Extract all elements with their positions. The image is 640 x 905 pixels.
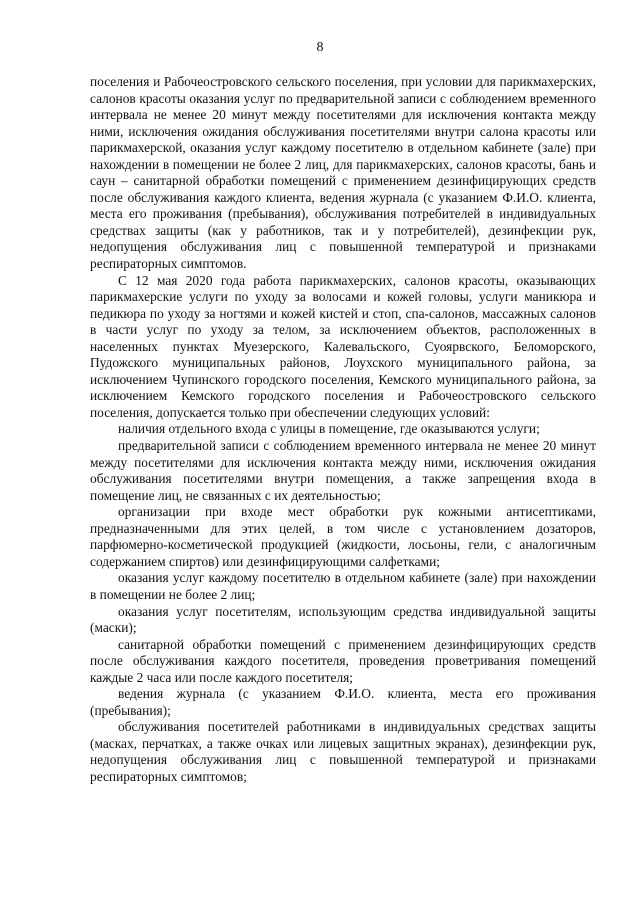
paragraph-6: оказания услуг каждому посетителю в отдельном кабинете (зале) при нахождении в помещении не более 2 лиц;: [90, 570, 596, 602]
paragraph-10: обслуживания посетителей работниками в индивидуальных средствах защиты (масках, перчатках, а также очках или лицевых защитных экранах), дезинфекции рук, недопущения обслуживания лиц с повышенной температурой и признаками респираторных симптомов;: [90, 719, 596, 784]
paragraph-4: предварительной записи с соблюдением временного интервала не менее 20 минут между посетителями для исключения контакта между ними, исключения ожидания обслуживания посетителями внутри помещения, а также запрещения входа в помещение лиц, не связанных с их деятельностью;: [90, 438, 596, 503]
document-body: [90, 74, 596, 786]
paragraph-2: С 12 мая 2020 года работа парикмахерских, салонов красоты, оказывающих парикмахерские услуги по уходу за волосами и кожей головы, услуги маникюра и педикюра по уходу за ногтями и кожей кистей и стоп, спа-салонов, массажных салонов в части услуг по уходу за телом, за исключением объектов, расположенных в населенных пунктах Муезерского, Калевальского, Суоярвского, Беломорского, Пудожского муниципальных районов, Лоухского муниципального района, за исключением Чупинского городского поселения, Кемского муниципального района, за исключением Кемского городского поселения и Рабочеостровского сельского поселения, допускается только при обеспечении следующих условий:: [90, 272, 596, 420]
paragraph-8: санитарной обработки помещений с применением дезинфицирующих средств после обслуживания каждого посетителя, проведения проветривания помещений каждые 2 часа или после каждого посетителя;: [90, 636, 596, 685]
paragraph-5: организации при входе мест обработки рук кожными антисептиками, предназначенными для этих целей, в том числе с установлением дозаторов, парфюмерно-косметической продукцией (жидкости, лосьоны, гели, с аналогичным содержанием спиртов) или дезинфицирующими салфетками;: [90, 504, 596, 569]
paragraph-9: ведения журнала (с указанием Ф.И.О. клиента, места его проживания (пребывания);: [90, 686, 596, 718]
paragraph-1: поселения и Рабочеостровского сельского поселения, при условии для парикмахерских, салонов красоты оказания услуг по предварительной записи с соблюдением временного интервала не менее 20 минут между посетителями для исключения контакта между ними, исключения ожидания обслуживания посетителями внутри салона красоты или парикмахерской, оказания услуг каждому посетителю в отдельном кабинете (зале) при нахождении в помещении не более 2 лиц, для парикмахерских, салонов красоты, бань и саун – санитарной обработки помещений с применением дезинфицирующих средств после обслуживания каждого клиента, ведения журнала (с указанием Ф.И.О. клиента, места его проживания (пребывания), обслуживания потребителей в индивидуальных средствах защиты (как у работников, так и у потребителей), дезинфекции рук, недопущения обслуживания лиц с повышенной температурой и признаками респираторных симптомов.: [90, 74, 596, 272]
page-number: 8: [316, 40, 324, 55]
paragraph-3: наличия отдельного входа с улицы в помещение, где оказываются услуги;: [118, 421, 540, 437]
paragraph-7: оказания услуг посетителям, использующим средства индивидуальной защиты (маски);: [90, 603, 596, 636]
